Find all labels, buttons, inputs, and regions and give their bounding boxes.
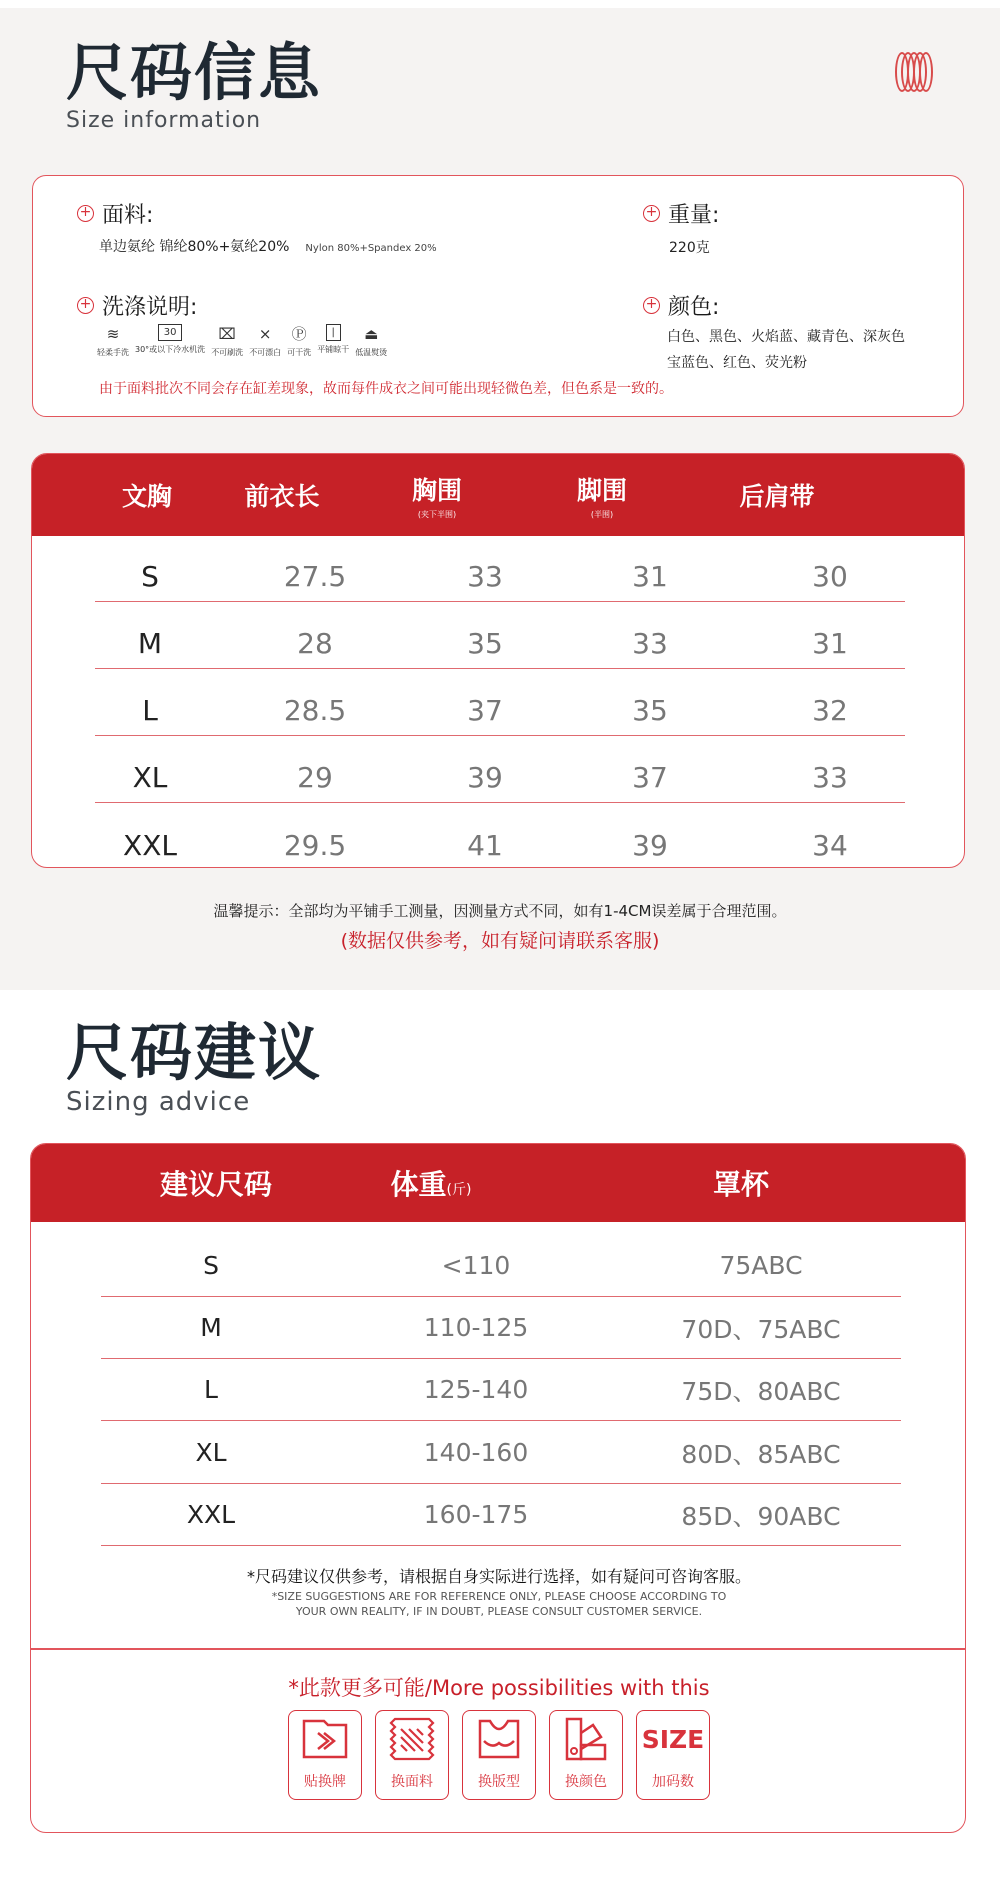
color-difference-warning: 由于面料批次不同会存在缸差现象，故而每件成衣之间可能出现轻微色差，但色系是一致的。 <box>99 381 673 397</box>
more-possibilities-heading: *此款更多可能/More possibilities with this <box>288 1676 710 1700</box>
size-advice-note: *尺码建议仅供参考，请根据自身实际进行选择，如有疑问可咨询客服。 <box>246 1567 751 1586</box>
color-line-2: 宝蓝色、红色、荧光粉 <box>667 355 807 371</box>
size-advice-note-en: *SIZE SUGGESTIONS ARE FOR REFERENCE ONLY, PLEASE CHOOSE ACCORDING TO YOUR OWN REALITY, IF IN DOUBT, PLEASE CONSULT CUSTOMER SERVICE. <box>271 1590 727 1618</box>
label-swap-icon <box>296 1713 354 1765</box>
option-add-sizes[interactable]: SIZE 加码数 <box>636 1710 710 1800</box>
header-hem: 脚围 (半围) <box>576 475 627 519</box>
hand-wash-icon: ≋ 轻柔手洗 <box>97 325 129 357</box>
header-chest: 胸围 (夹下半围) <box>411 475 462 519</box>
sizing-advice-title: 尺码建议 <box>66 1016 323 1089</box>
dry-clean-p-icon: Ⓟ 可干洗 <box>287 325 312 357</box>
measurement-tip: 温馨提示：全部均为平铺手工测量，因测量方式不同，如有1-4CM误差属于合理范围。 <box>213 902 787 920</box>
table-row: XL 29 39 37 33 <box>95 737 905 803</box>
sizing-advice-header <box>31 1144 965 1222</box>
divider <box>31 1648 966 1650</box>
fabric-swap-icon <box>383 1713 441 1765</box>
header-suggested-size: 建议尺码 <box>159 1168 272 1201</box>
table-row: M 110-125 70D、75ABC <box>101 1297 901 1359</box>
size-table <box>31 453 965 868</box>
header-cup: 罩杯 <box>712 1168 769 1201</box>
fabric-heading: + 面料: <box>77 198 153 229</box>
option-fabric-swap[interactable]: 换面料 <box>375 1710 449 1800</box>
table-row: L 28.5 37 35 32 <box>95 670 905 736</box>
header-bra: 文胸 <box>121 482 172 511</box>
plus-circle-icon: + <box>77 205 94 222</box>
sizing-advice-subtitle: Sizing advice <box>66 1087 251 1117</box>
reference-note: (数据仅供参考，如有疑问请联系客服) <box>340 930 660 952</box>
weight-heading: + 重量: <box>643 198 719 229</box>
header-front-length: 前衣长 <box>244 482 320 511</box>
table-row: L 125-140 75D、80ABC <box>101 1359 901 1421</box>
no-brush-icon: ⌧ 不可刷洗 <box>211 325 244 357</box>
sizing-advice-table <box>30 1143 966 1833</box>
color-swap-icon <box>557 1713 615 1765</box>
rings-logo-icon <box>895 52 935 92</box>
color-line-1: 白色、黑色、火焰蓝、藏青色、深灰色 <box>667 329 905 345</box>
plus-circle-icon: + <box>643 297 660 314</box>
header-weight: 体重(斤) <box>390 1168 472 1201</box>
table-row: XXL 160-175 85D、90ABC <box>101 1484 901 1546</box>
size-icon: SIZE <box>641 1724 705 1754</box>
option-label-swap[interactable]: 贴换牌 <box>288 1710 362 1800</box>
size-info-title: 尺码信息 <box>66 36 323 109</box>
table-row: S <110 75ABC <box>101 1235 901 1297</box>
customization-options <box>288 1710 710 1800</box>
plus-circle-icon: + <box>77 297 94 314</box>
fabric-value: 单边氨纶 锦纶80%+氨纶20% Nylon 80%+Spandex 20% <box>99 239 437 255</box>
machine-wash-30-icon: 30 30°或以下冷水机洗 <box>135 324 205 358</box>
table-row: S 27.5 33 31 30 <box>95 536 905 602</box>
flat-dry-icon: | 平铺晾干 <box>317 324 349 358</box>
header-shoulder-strap: 后肩带 <box>739 482 815 511</box>
table-row: XL 140-160 80D、85ABC <box>101 1422 901 1484</box>
size-table-header <box>32 454 964 536</box>
fabric-value-en: Nylon 80%+Spandex 20% <box>305 243 437 254</box>
fabric-info-box <box>32 175 964 417</box>
table-row: XXL 29.5 41 39 34 <box>123 829 848 862</box>
size-info-subtitle: Size information <box>66 108 262 133</box>
table-row: M 28 35 33 31 <box>95 603 905 669</box>
low-iron-icon: ⏏ 低温熨烫 <box>355 325 388 357</box>
style-swap-icon <box>470 1713 528 1765</box>
option-color-swap[interactable]: 换颜色 <box>549 1710 623 1800</box>
color-heading: + 颜色: <box>643 290 719 321</box>
weight-value: 220克 <box>669 240 710 256</box>
washing-symbols <box>97 324 387 358</box>
washing-heading: + 洗涤说明: <box>77 290 197 321</box>
no-bleach-icon: ⨯ 不可漂白 <box>249 325 282 357</box>
plus-circle-icon: + <box>643 205 660 222</box>
option-style-swap[interactable]: 换版型 <box>462 1710 536 1800</box>
